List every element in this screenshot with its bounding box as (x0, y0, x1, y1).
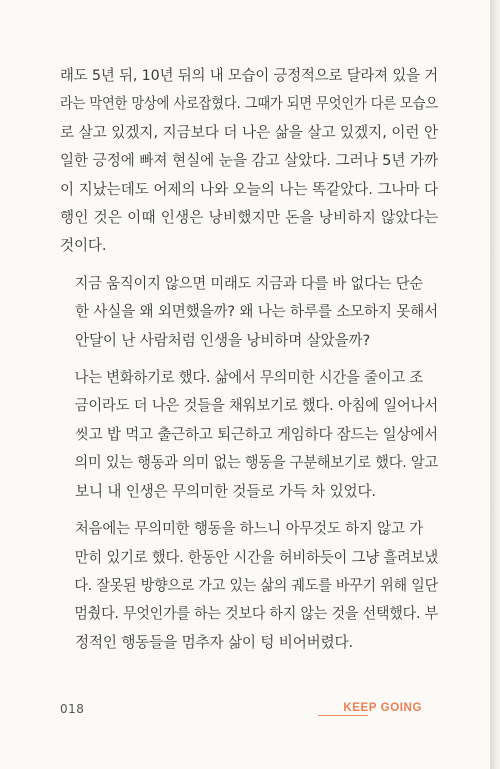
text-line: 나는 변화하기로 했다. 삶에서 무의미한 시간을 줄이고 조 (74, 369, 424, 387)
page-edge (490, 0, 500, 769)
paragraph (60, 270, 438, 355)
body-text (60, 62, 438, 666)
text-line: 로 살고 있겠지, 지금보다 더 나은 삶을 살고 있겠지, 이런 안 (60, 123, 439, 141)
text-line: 멈췄다. 무엇인가를 하는 것보다 하지 않는 것을 선택했다. 부 (74, 605, 439, 623)
text-line: 정적인 행동들을 멈추자 삶이 텅 비어버렸다. (75, 633, 353, 651)
text-line: 금이라도 더 나은 것들을 채워보기로 했다. 아침에 일어나서 (74, 397, 438, 415)
text-line: 처음에는 무의미한 행동을 하느니 아무것도 하지 않고 가 (74, 520, 424, 538)
text-line: 만히 있기로 했다. 한동안 시간을 허비하듯이 그냥 흘려보냈 (74, 548, 438, 566)
text-line: 이 지났는데도 어제의 나와 오늘의 나는 똑같았다. 그나마 다 (60, 180, 439, 198)
text-line: 다. 잘못된 방향으로 가고 있는 삶의 궤도를 바꾸기 위해 일단 (74, 576, 439, 594)
text-line: 안달이 난 사람처럼 인생을 낭비하며 살았을까? (75, 331, 371, 349)
page-number: 018 (60, 702, 85, 716)
paragraph (60, 62, 438, 261)
paragraph (60, 364, 438, 506)
running-title: KEEP GOING (343, 702, 422, 714)
text-line: 행인 것은 이때 인생은 낭비했지만 돈을 낭비하지 않았다는 (60, 209, 439, 227)
text-line: 의미 있는 행동과 의미 없는 행동을 구분해보기로 했다. 알고 (74, 454, 438, 472)
page-footer (60, 702, 422, 722)
text-line: 래도 5년 뒤, 10년 뒤의 내 모습이 긍정적으로 달라져 있을 거 (60, 67, 438, 84)
text-line: 씻고 밥 먹고 출근하고 퇴근하고 게임하다 잠드는 일상에서 (74, 425, 438, 443)
text-line: 한 사실을 왜 외면했을까? 왜 나는 하루를 소모하지 못해서 (74, 303, 439, 321)
footer-rule-divider (318, 715, 368, 716)
text-line: 것이다. (60, 237, 107, 255)
text-line: 일한 긍정에 빠져 현실에 눈을 감고 살았다. 그러나 5년 가까 (60, 152, 439, 170)
text-line: 보니 내 인생은 무의미한 것들로 가득 차 있었다. (75, 482, 376, 500)
text-line: 라는 막연한 망상에 사로잡혔다. 그때가 되면 무엇인가 다른 모습으 (60, 95, 438, 113)
paragraph (60, 515, 438, 657)
text-line: 지금 움직이지 않으면 미래도 지금과 다를 바 없다는 단순 (74, 274, 424, 292)
